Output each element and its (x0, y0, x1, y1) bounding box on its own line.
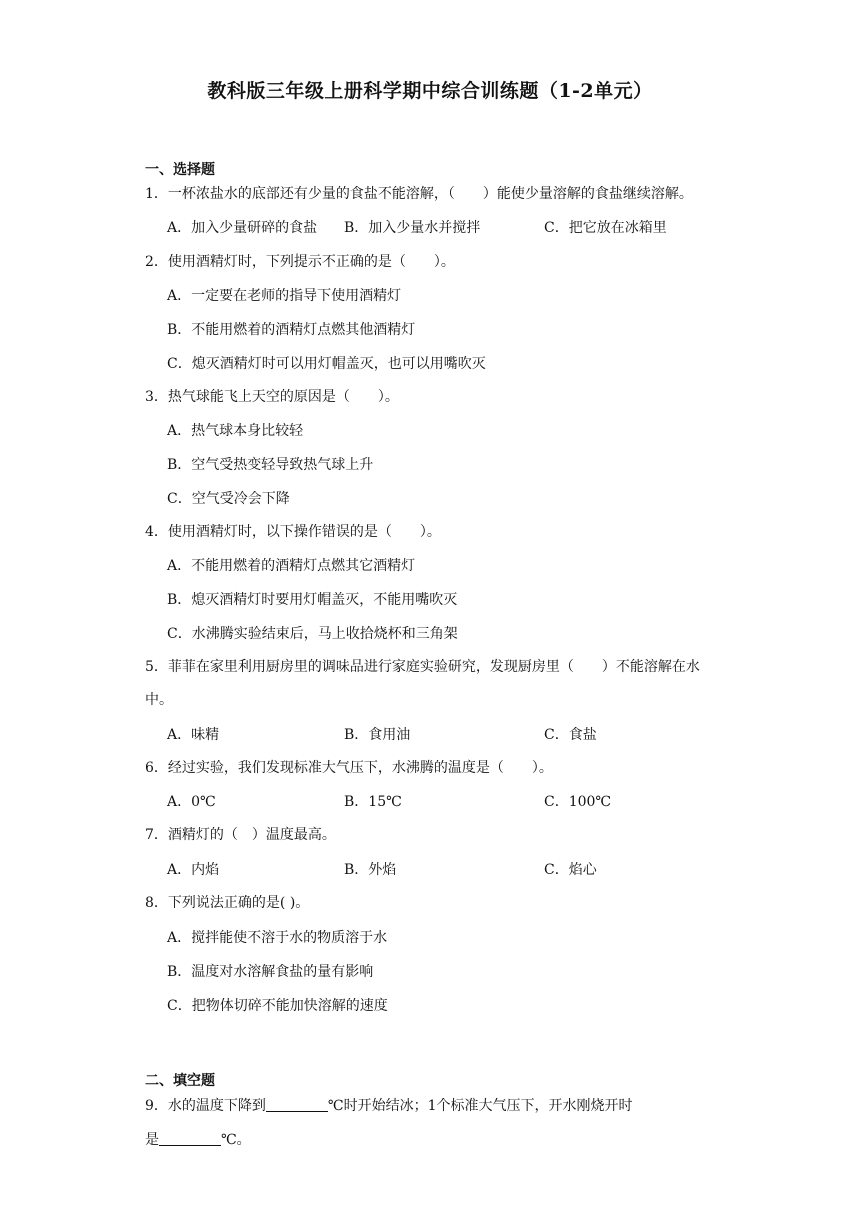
question-7-stem: 7．酒精灯的（ ）温度最高。 (145, 827, 336, 843)
question-2-stem: 2．使用酒精灯时，下列提示不正确的是（ ）。 (145, 254, 455, 270)
question-8-option-b: B．温度对水溶解食盐的量有影响 (167, 964, 374, 980)
question-1-option-a: A．加入少量研碎的食盐 (167, 220, 318, 236)
question-4-option-a: A．不能用燃着的酒精灯点燃其它酒精灯 (167, 558, 416, 574)
question-3-option-b: B．空气受热变轻导致热气球上升 (167, 457, 374, 473)
page-title: 教科版三年级上册科学期中综合训练题（1-2单元） (207, 80, 653, 102)
question-9-line-1 (145, 1090, 725, 1123)
question-8-stem: 8．下列说法正确的是( )。 (145, 895, 310, 911)
answer-blank-2 (159, 1131, 221, 1146)
question-5-stem: 5．菲菲在家里利用厨房里的调味品进行家庭实验研究，发现厨房里（ ）不能溶解在水中。 (145, 659, 700, 708)
question-3-stem: 3．热气球能飞上天空的原因是（ ）。 (145, 389, 399, 405)
question-6-option-a: A．0℃ (167, 794, 216, 810)
question-5-option-c: C．食盐 (544, 727, 597, 743)
section-heading-fill: 二、填空题 (145, 1073, 215, 1089)
question-7-option-b: B．外焰 (344, 862, 397, 878)
answer-blank-1 (266, 1097, 328, 1112)
question-9-text-4: ℃。 (221, 1132, 251, 1148)
question-1-option-b: B．加入少量水并搅拌 (344, 220, 481, 236)
question-7-option-c: C．焰心 (544, 862, 597, 878)
question-3-option-a: A．热气球本身比较轻 (167, 423, 304, 439)
question-6-stem: 6．经过实验，我们发现标准大气压下，水沸腾的温度是（ ）。 (145, 760, 553, 776)
question-4-option-b: B．熄灭酒精灯时要用灯帽盖灭，不能用嘴吹灭 (167, 592, 458, 608)
question-9-text-2: ℃时开始结冰；1个标准大气压下，开水刚烧开时 (327, 1098, 633, 1114)
question-8-option-c: C．把物体切碎不能加快溶解的速度 (167, 998, 388, 1014)
question-8-option-a: A．搅拌能使不溶于水的物质溶于水 (167, 930, 388, 946)
section-heading-choice: 一、选择题 (145, 162, 215, 178)
question-9-line-2 (145, 1124, 725, 1157)
question-6-option-b: B．15℃ (344, 794, 402, 810)
question-2-option-a: A．一定要在老师的指导下使用酒精灯 (167, 288, 402, 304)
question-2-option-b: B．不能用燃着的酒精灯点燃其他酒精灯 (167, 322, 416, 338)
question-1-stem: 1．一杯浓盐水的底部还有少量的食盐不能溶解，（ ）能使少量溶解的食盐继续溶解。 (145, 186, 693, 202)
question-1-option-c: C．把它放在冰箱里 (544, 220, 667, 236)
question-5-option-b: B．食用油 (344, 727, 411, 743)
question-9-text-1: 9．水的温度下降到 (145, 1098, 266, 1114)
question-9-text-3: 是 (145, 1132, 159, 1148)
question-5-option-a: A．味精 (167, 727, 220, 743)
question-4-option-c: C．水沸腾实验结束后，马上收拾烧杯和三角架 (167, 626, 458, 642)
question-6-option-c: C．100℃ (544, 794, 612, 810)
question-2-option-c: C．熄灭酒精灯时可以用灯帽盖灭，也可以用嘴吹灭 (167, 356, 486, 372)
question-3-option-c: C．空气受冷会下降 (167, 491, 290, 507)
question-4-stem: 4．使用酒精灯时，以下操作错误的是（ ）。 (145, 524, 441, 540)
question-7-option-a: A．内焰 (167, 862, 220, 878)
